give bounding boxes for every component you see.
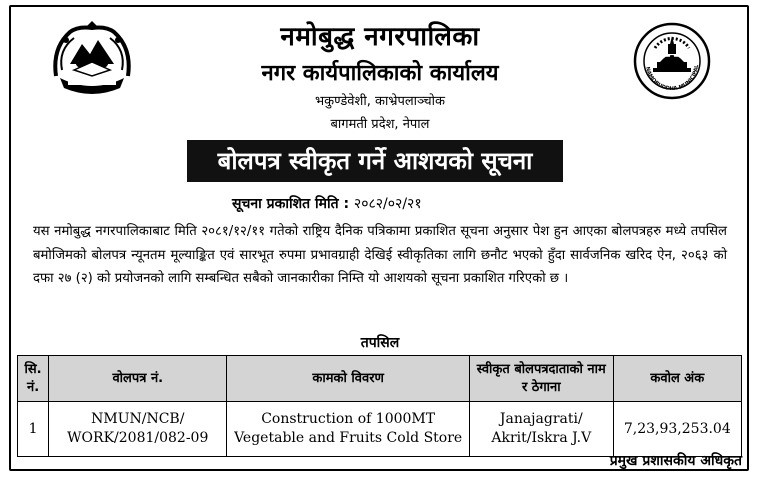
notice-title: बोलपत्र स्वीकृत गर्ने आशयको सूचना <box>187 140 563 182</box>
publish-date-value: २०८२/०२/२१ <box>353 196 422 212</box>
header-bidder: स्वीकृत बोलपत्रदाताको नाम र ठेगाना <box>469 356 613 402</box>
description-line-2: Vegetable and Fruits Cold Store <box>234 430 463 446</box>
bid-no-line-2: WORK/2081/082-09 <box>67 430 209 446</box>
cell-bid-no <box>49 402 227 457</box>
bidder-line-1: Janajagrati/ <box>499 411 583 427</box>
address-line-1: भकुण्डेवेशी, काभ्रेपलाञ्चोक <box>315 94 445 109</box>
publish-date-line <box>232 194 422 213</box>
svg-text:NAMOBUDDHA MUNICIPALITY: NAMOBUDDHA MUNICIPAL <box>644 64 701 93</box>
bidder-line-2: Akrit/Iskra J.V <box>491 430 592 446</box>
signature-title: प्रमुख प्रशासकीय अधिकृत <box>609 453 742 469</box>
office-name: नगर कार्यपालिकाको कार्यालय <box>261 61 499 86</box>
notice-body: यस नमोबुद्ध नगरपालिकाबाट मिति २०८१/१२/११ गतेको राष्ट्रिय दैनिक पत्रिकामा प्रकाशित सूचना अनुसार पेश हुन आएका बोलपत्रहरु मध्ये तपसिल बमोजिमको बोलपत्र न्यूनतम मूल्याङ्कित एवं सारभूत रुपमा प्रभावग्राही देखिई स्वीकृतिका लागि छनौट भएको हुँदा सार्वजनिक खरिद ऐन, २०६३ को दफा २७ (२) को प्रयोजनको लागि सम्बन्धित सबैको जानकारीका निम्ति यो आशयको सूचना प्रकाशित गरिएको छ । <box>33 224 727 286</box>
bid-no-line-1: NMUN/NCB/ <box>91 411 185 427</box>
table-row <box>18 402 742 457</box>
bid-table <box>17 355 742 457</box>
publish-date-label: सूचना प्रकाशित मिति : <box>232 196 350 212</box>
header-bid-no: वोलपत्र नं. <box>49 356 227 402</box>
table-header-row <box>18 356 742 402</box>
header-amount: कवोल अंक <box>613 356 741 402</box>
municipality-name: नमोबुद्ध नगरपालिका <box>280 22 480 52</box>
cell-bidder <box>469 402 613 457</box>
cell-sn: 1 <box>18 402 49 457</box>
table-caption: तपसिल <box>360 335 400 351</box>
address-line-2: बागमती प्रदेश, नेपाल <box>330 117 430 132</box>
description-line-1: Construction of 1000MT <box>261 411 436 427</box>
header-sn: सि. नं. <box>18 356 49 402</box>
header-description: कामको विवरण <box>227 356 470 402</box>
cell-amount: 7,23,93,253.04 <box>613 402 741 457</box>
cell-description <box>227 402 470 457</box>
